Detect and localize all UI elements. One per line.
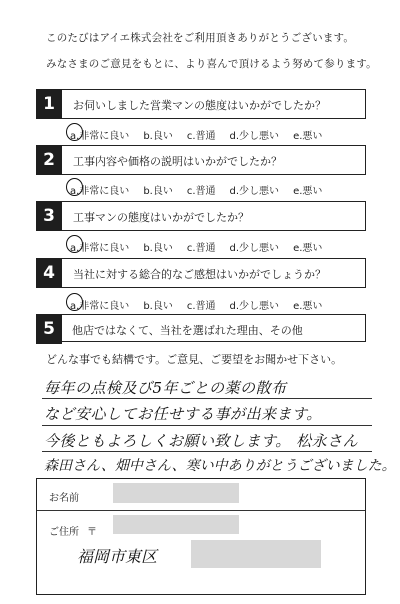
option-c[interactable]: c.普通 (186, 243, 216, 254)
option-a[interactable]: a.非常に良い (70, 182, 129, 197)
handwritten-line-4: 森田さん、畑中さん、寒い中ありがとうございました。 (44, 458, 396, 474)
option-e[interactable]: e.悪い (293, 243, 323, 254)
question-text: お伺いしました営業マンの態度はいかがでしたか？ (73, 99, 326, 112)
question-1 (36, 89, 366, 119)
option-c[interactable]: c.普通 (186, 186, 216, 197)
question-number: 3 (36, 201, 62, 231)
option-d[interactable]: d.少し悪い (229, 131, 280, 142)
writing-rule (42, 425, 372, 426)
postal-mark: 〒 (87, 527, 97, 538)
option-a[interactable]: a.非常に良い (70, 297, 129, 312)
question-text: 当社に対する総合的なご感想はいかがでしょうか？ (73, 268, 326, 281)
options-row-4 (70, 297, 360, 312)
option-e[interactable]: e.悪い (293, 131, 323, 142)
redacted-postal-code (113, 515, 239, 534)
question-2 (36, 145, 366, 175)
question-number: 1 (36, 89, 62, 119)
option-d[interactable]: d.少し悪い (229, 243, 280, 254)
option-c[interactable]: c.普通 (186, 131, 216, 142)
option-c[interactable]: c.普通 (186, 301, 216, 312)
name-label: お名前 (49, 493, 79, 504)
question-5 (36, 314, 366, 376)
option-b[interactable]: b.良い (143, 301, 173, 312)
info-divider (37, 510, 365, 511)
option-d[interactable]: d.少し悪い (229, 301, 280, 312)
handwritten-line-3: 今後ともよろしくお願い致します。 松永さん (44, 432, 359, 450)
option-b[interactable]: b.良い (143, 243, 173, 254)
question-text: 工事マンの態度はいかがでしたか？ (73, 211, 249, 224)
option-e[interactable]: e.悪い (293, 301, 323, 312)
intro-line-2: みなさまのご意見をもとに、より喜んで頂けるよう努めて参ります。 (46, 58, 377, 70)
options-row-3 (70, 239, 360, 254)
writing-rule (42, 451, 372, 452)
option-b[interactable]: b.良い (143, 131, 173, 142)
writing-rule (42, 398, 372, 399)
question-4 (36, 258, 366, 288)
question-5-line-2: どんな事でも結構です。ご意見、ご要望をお聞かせ下さい。 (46, 353, 343, 366)
question-number: 5 (36, 314, 62, 344)
intro-line-1: このたびはアイエ株式会社をご利用頂きありがとうございます。 (46, 32, 355, 44)
question-number: 2 (36, 145, 62, 175)
options-row-2 (70, 182, 360, 197)
option-d[interactable]: d.少し悪い (229, 186, 280, 197)
question-5-line-1: 他店ではなくて、当社を選ばれた理由、その他 (72, 324, 303, 337)
address-handwritten: 福岡市東区 (77, 547, 158, 566)
option-a[interactable]: a.非常に良い (70, 239, 129, 254)
options-row-1 (70, 127, 360, 142)
option-b[interactable]: b.良い (143, 186, 173, 197)
option-a[interactable]: a.非常に良い (70, 127, 129, 142)
question-text: 工事内容や価格の説明はいかがでしたか？ (73, 155, 282, 168)
option-e[interactable]: e.悪い (293, 186, 323, 197)
contact-info-box (36, 478, 366, 595)
handwritten-line-2: など安心してお任せする事が出来ます。 (44, 405, 322, 423)
address-label: ご住所 (49, 527, 79, 538)
handwritten-line-1: 毎年の点検及び5年ごとの薬の散布 (44, 379, 287, 397)
question-3 (36, 201, 366, 231)
redacted-name (113, 483, 239, 503)
question-number: 4 (36, 258, 62, 288)
redacted-address (191, 540, 321, 568)
